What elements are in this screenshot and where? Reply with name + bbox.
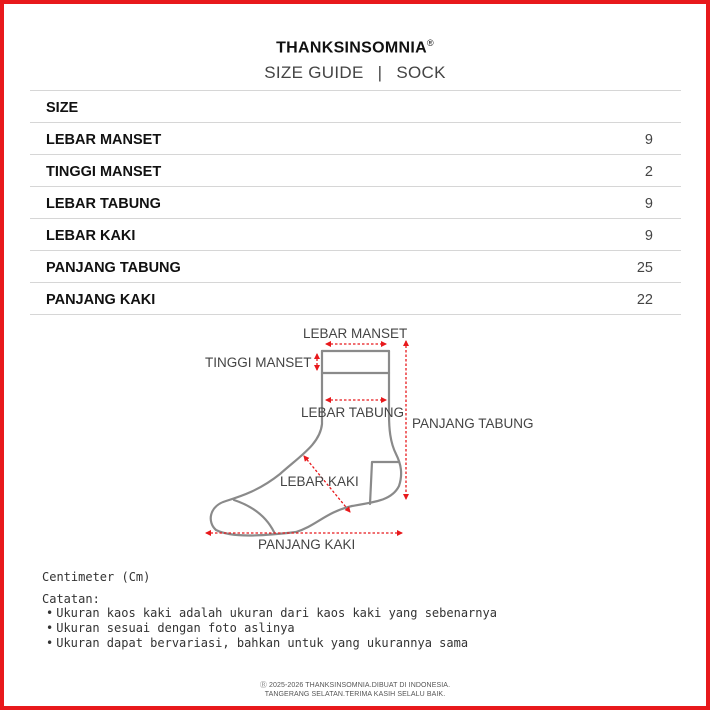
registered-mark: ® (426, 38, 434, 48)
footer (4, 681, 706, 699)
title-size-guide: SIZE GUIDE (264, 63, 364, 82)
note-item: • Ukuran dapat bervariasi, bahkan untuk yang ukurannya sama (42, 636, 497, 651)
row-value: 2 (644, 164, 653, 180)
row-value: 9 (644, 228, 653, 244)
row-label: TINGGI MANSET (46, 164, 162, 180)
note-item: • Ukuran kaos kaki adalah ukuran dari kaos kaki yang sebenarnya (42, 606, 497, 621)
row-label: PANJANG KAKI (46, 292, 156, 308)
row-label: PANJANG TABUNG (46, 260, 181, 276)
row-value: 22 (636, 292, 653, 308)
row-label: LEBAR KAKI (46, 228, 136, 244)
table-header-label: SIZE (46, 100, 79, 116)
label-lebar-tabung: LEBAR TABUNG (301, 405, 405, 420)
footer-line-2: TANGERANG SELATAN.TERIMA KASIH SELALU BAIK. (264, 691, 446, 698)
note-item: • Ukuran sesuai dengan foto aslinya (42, 621, 497, 636)
title-product: SOCK (396, 63, 446, 82)
row-value: 9 (644, 196, 653, 212)
label-lebar-kaki: LEBAR KAKI (280, 474, 359, 489)
unit-label: Centimeter (Cm) (42, 570, 151, 584)
row-label: LEBAR TABUNG (46, 196, 161, 212)
label-lebar-manset: LEBAR MANSET (303, 326, 408, 341)
label-tinggi-manset: TINGGI MANSET (205, 355, 312, 370)
title-separator: | (377, 63, 383, 82)
row-value: 9 (644, 132, 653, 148)
row-value: 25 (636, 260, 653, 276)
footer-line-1: Ⓡ 2025-2026 THANKSINSOMNIA.DIBUAT DI INDONESIA. (259, 682, 451, 689)
label-panjang-kaki: PANJANG KAKI (258, 537, 356, 552)
brand-name: THANKSINSOMNIA (276, 39, 427, 57)
label-panjang-tabung: PANJANG TABUNG (412, 416, 534, 431)
notes-title: Catatan: (42, 592, 100, 606)
row-label: LEBAR MANSET (46, 132, 162, 148)
notes-section (42, 570, 497, 651)
sock-outline (211, 351, 401, 536)
